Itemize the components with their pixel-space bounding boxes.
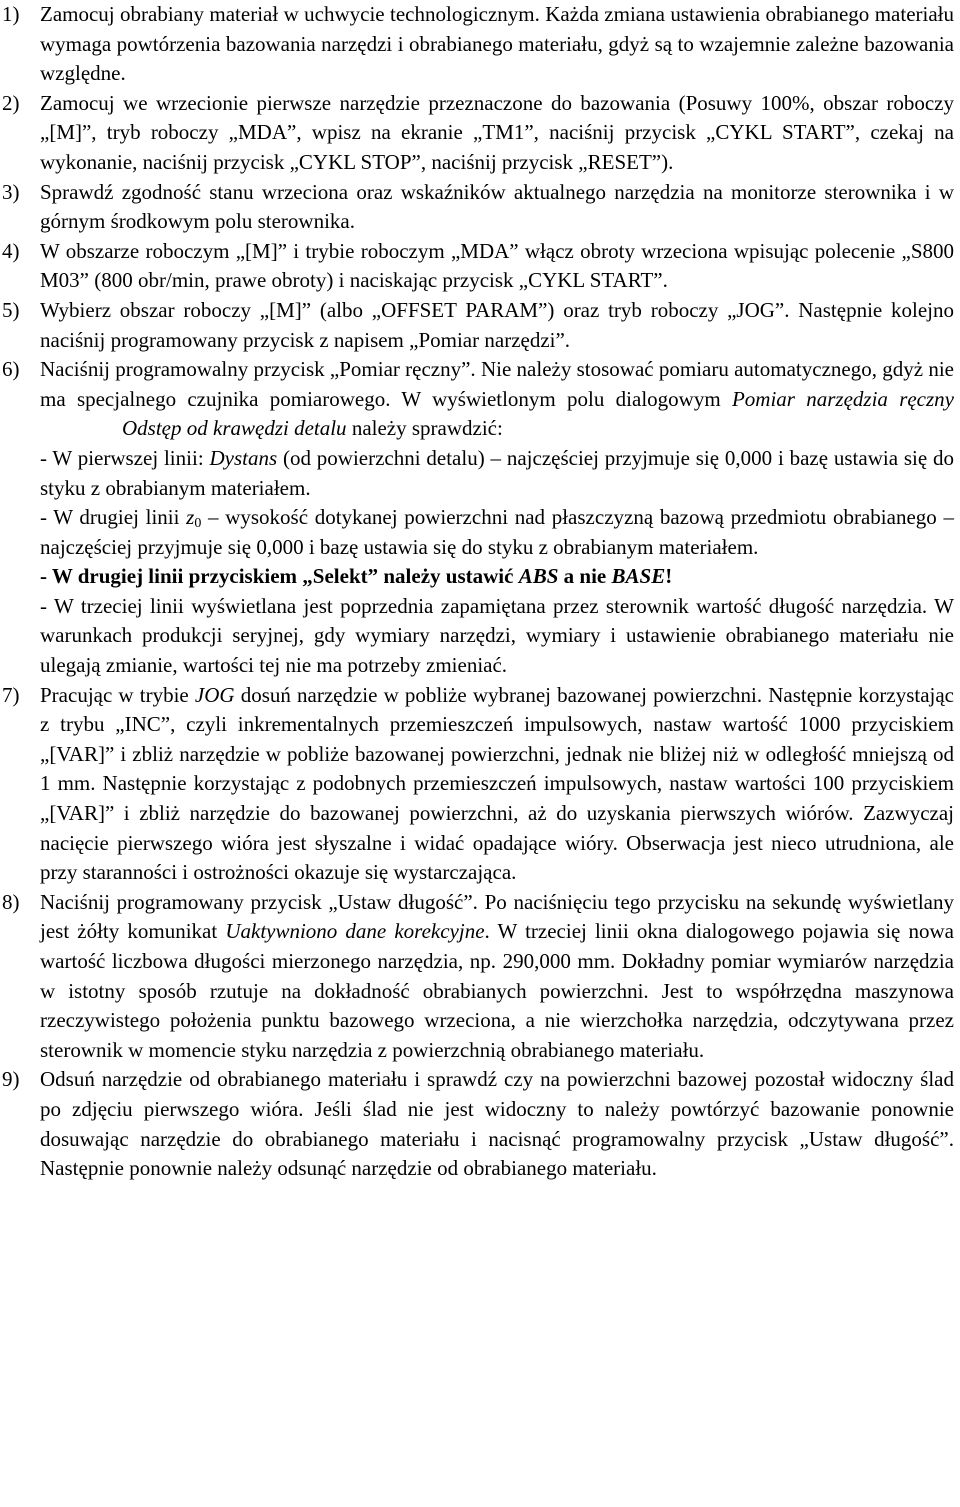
list-item xyxy=(2,89,954,178)
variable-subscript: 0 xyxy=(194,516,202,532)
sub-point xyxy=(40,503,954,562)
message-text: Uaktywniono dane korekcyjne xyxy=(225,919,485,944)
sub-point-text: ! xyxy=(665,564,673,589)
sub-point-text: a nie xyxy=(558,564,612,589)
step-number: 8) xyxy=(2,889,20,914)
sub-point-text: (od powierzchni detalu) – najczęściej przyjmuje się 0,000 i bazę ustawia się do styku z obrabianym materiałem. xyxy=(40,445,954,500)
step-text: W obszarze roboczym „[M]” i trybie roboczym „MDA” włącz obroty wrzeciona wpisując polecenie „S800 M03” (800 obr/min, prawe obroty) i naciskając przycisk „CYKL START”. xyxy=(40,238,954,293)
step-text-part: dosuń narzędzie w pobliże wybranej bazowanej powierzchni. Następnie korzystając z trybu „INC”, czyli inkrementalnych przemieszczeń impulsowych, nastaw wartość 1000 przyciskiem „[VAR]” i zbliż narzędzie w pobliże bazowanej powierzchni, jednak nie bliżej niż w odległość mniejszą od 1 mm. Następnie korzystając z podobnych przemieszczeń impulsowych, nastaw wartości 100 przyciskiem „[VAR]” i zbliż narzędzie do bazowanej powierzchni, aż do uzyskania pierwszych wiórów. Zazwyczaj nacięcie pierwszego wióra jest słyszalne i widać opadające wióry. Obserwacja jest nieco utrudniona, ale przy staranności i ostrożności okazuje się wystarczająca. xyxy=(40,682,954,885)
sub-point-text: - W drugiej linii xyxy=(40,505,187,530)
list-item xyxy=(2,0,954,89)
list-item xyxy=(2,888,954,1066)
step-text: Zamocuj obrabiany materiał w uchwycie technologicznym. Każda zmiana ustawienia obrabianego materiału wymaga powtórzenia bazowania narzędzi i obrabianego materiału, gdyż są to wzajemnie zależne bazowania względne. xyxy=(40,2,954,86)
step-number: 2) xyxy=(2,90,20,115)
sub-point-text: - W drugiej linii przyciskiem „Selekt” należy ustawić xyxy=(40,564,519,589)
list-item xyxy=(2,178,954,237)
list-item xyxy=(2,1065,954,1183)
list-item xyxy=(2,681,954,888)
step-number: 4) xyxy=(2,238,20,263)
term: Dystans xyxy=(209,445,278,470)
step-number: 5) xyxy=(2,297,20,322)
sub-point-bold xyxy=(40,562,954,592)
sub-point xyxy=(40,444,954,503)
sub-point-text: - W pierwszej linii: xyxy=(40,445,210,470)
step-text: Sprawdź zgodność stanu wrzeciona oraz wskaźników aktualnego narzędzia na monitorze sterownika i w górnym środkowym polu sterownika. xyxy=(40,179,954,234)
step-text: Odsuń narzędzie od obrabianego materiału i sprawdź czy na powierzchni bazowej pozostał widoczny ślad po zdjęciu pierwszego wióra. Jeśli ślad nie jest widoczny to należy powtórzyć bazowanie ponownie dosuwając narzędzie do obrabianego materiału i nacisnąć programowalny przycisk „Ustaw długość”. Następnie ponownie należy odsunąć narzędzie od obrabianego materiału. xyxy=(40,1067,954,1181)
step-text-part: . W trzeciej linii okna dialogowego pojawia się nowa wartość liczbowa długości mierzonego narzędzia, np. 290,000 mm. Dokładny pomiar wymiarów narzędzia w istotny sposób rzutuje na dokładność obrabianych powierzchni. Jest to współrzędna maszynowa rzeczywistego położenia punktu bazowego wrzeciona, a nie wierzchołka narzędzia, odczytywana przez sterownik w momencie styku narzędzia z powierzchnią obrabianego materiału. xyxy=(40,919,954,1062)
step-text: Zamocuj we wrzecionie pierwsze narzędzie przeznaczone do bazowania (Posuwy 100%, obszar roboczy „[M]”, tryb roboczy „MDA”, wpisz na ekranie „TM1”, naciśnij przycisk „CYKL START”, czekaj na wykonanie, naciśnij przycisk „CYKL STOP”, naciśnij przycisk „RESET”). xyxy=(40,90,954,174)
term: ABS xyxy=(518,564,559,589)
list-item xyxy=(2,296,954,355)
step-text-part: należy sprawdzić: xyxy=(346,416,503,441)
dialog-name: Pomiar narzędzia ręczny xyxy=(731,386,954,411)
sub-point: - W trzeciej linii wyświetlana jest poprzednia zapamiętana przez sterownik wartość długość narzędzia. W warunkach produkcji seryjnej, gdy wymiary narzędzi, wymiary i ustawienie obrabianego materiału nie ulegają zmianie, wartości tej nie ma potrzeby zmieniać. xyxy=(40,593,954,678)
step-number: 1) xyxy=(2,2,20,26)
step-text xyxy=(40,888,954,1066)
step-text-part: Naciśnij programowalny przycisk „Pomiar ręczny”. Nie należy stosować pomiaru automatycznego, gdyż nie ma specjalnego czujnika pomiarowego. W wyświetlonym polu dialogowym xyxy=(40,357,954,411)
list-item xyxy=(2,237,954,296)
step-text xyxy=(40,355,954,444)
variable: z xyxy=(186,505,195,530)
dialog-field-name: Odstęp od krawędzi detalu xyxy=(122,416,347,441)
instruction-list xyxy=(2,0,954,1184)
step-number: 3) xyxy=(2,179,20,204)
step-text: Wybierz obszar roboczy „[M]” (albo „OFFSET PARAM”) oraz tryb roboczy „JOG”. Następnie kolejno naciśnij programowany przycisk z napisem „Pomiar narzędzi”. xyxy=(40,297,954,352)
step-text-part: Naciśnij programowany przycisk „Ustaw długość”. Po naciśnięciu tego przycisku na sekundę wyświetlany jest żółty komunikat xyxy=(40,889,954,944)
term: JOG xyxy=(194,682,235,707)
term: BASE xyxy=(611,564,666,589)
step-number: 7) xyxy=(2,682,20,707)
step-text xyxy=(40,681,954,888)
step-number: 6) xyxy=(2,357,20,382)
sub-point-text: – wysokość dotykanej powierzchni nad płaszczyzną bazową przedmiotu obrabianego – najczęściej przyjmuje się 0,000 i bazę ustawia się do styku z obrabianym materiałem. xyxy=(40,505,954,559)
list-item xyxy=(2,355,954,681)
step-text-part: Pracując w trybie xyxy=(40,682,195,707)
step-number: 9) xyxy=(2,1067,20,1092)
